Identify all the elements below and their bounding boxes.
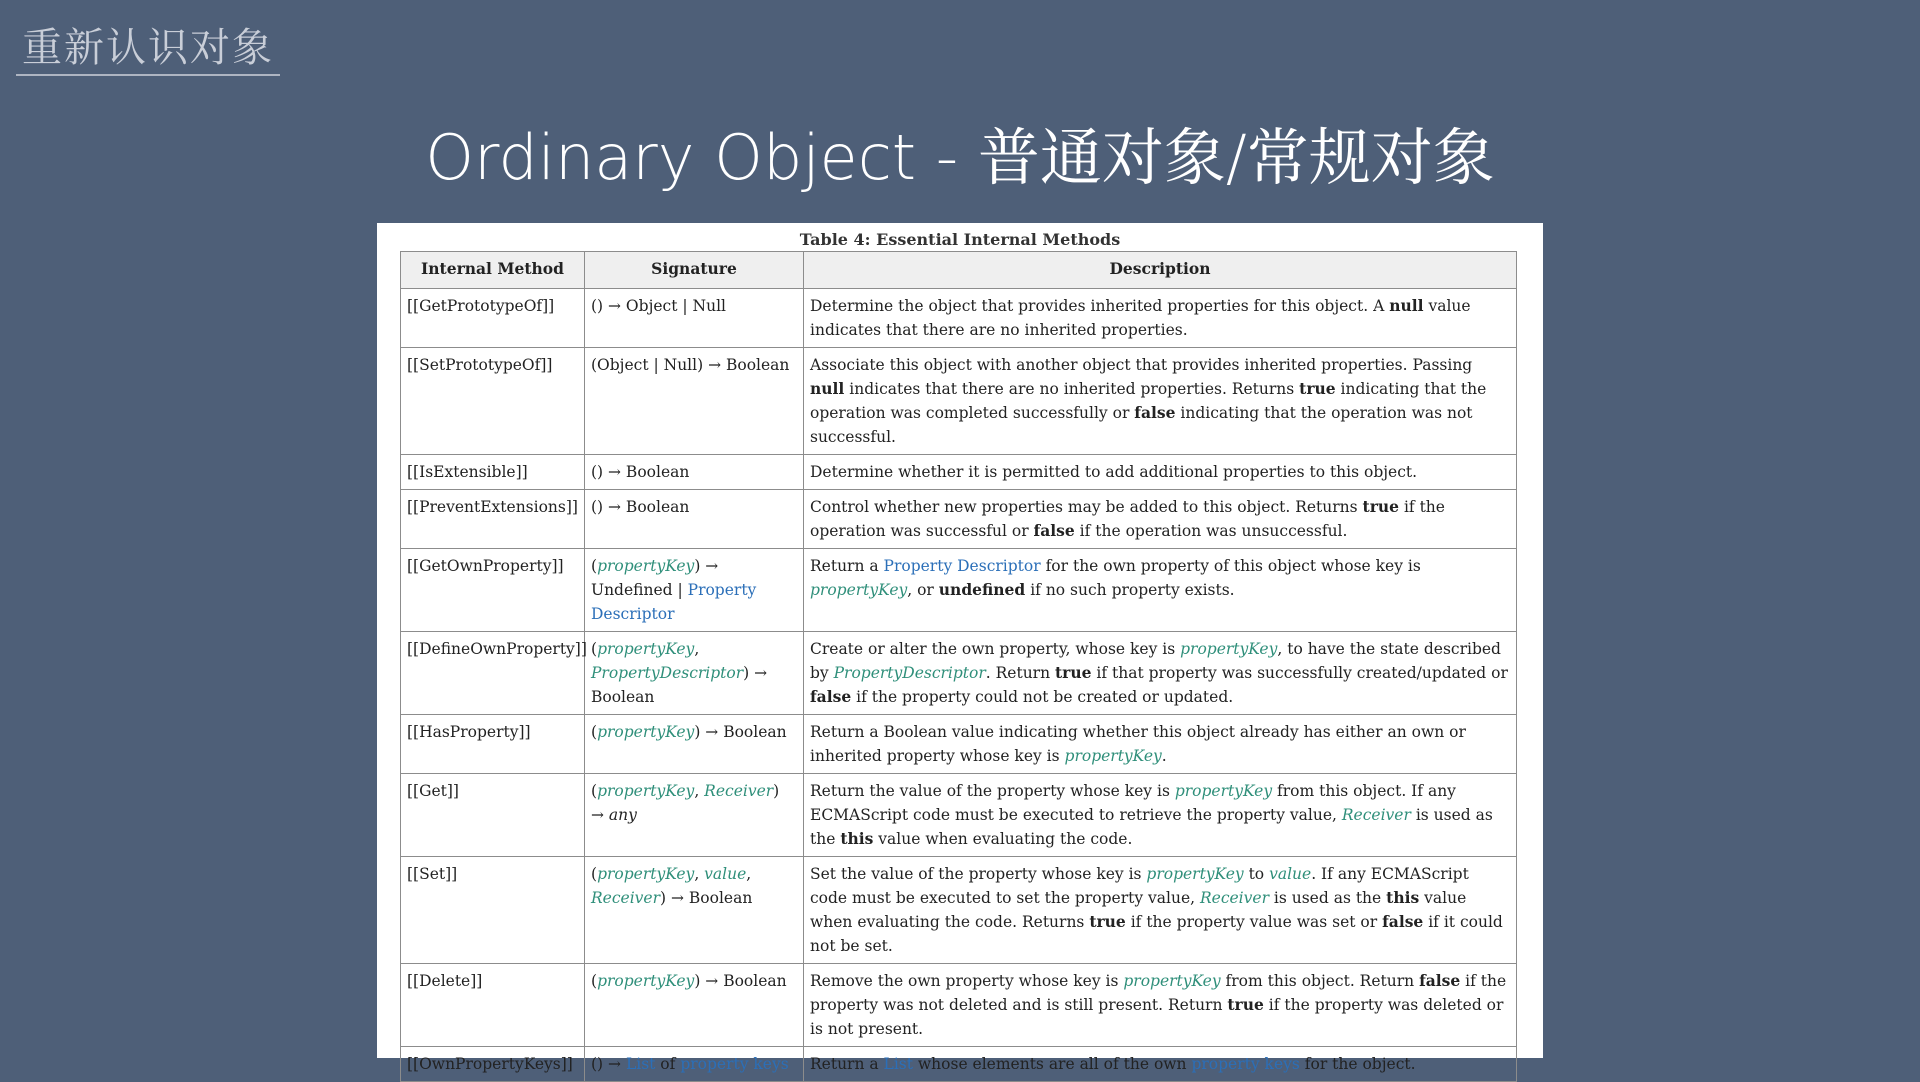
text: if the property value was set or xyxy=(1125,913,1383,931)
method-cell: [[DefineOwnProperty]] xyxy=(401,632,585,715)
text: value indicates that there are no inherited properties. xyxy=(810,297,1471,339)
spec-link[interactable]: property keys xyxy=(1191,1055,1300,1073)
text: Determine the object that provides inherited properties for this object. A xyxy=(810,297,1390,315)
text: Return a xyxy=(810,557,884,575)
text: . If any ECMAScript code must be executed to set the property value, xyxy=(810,865,1469,907)
text: , xyxy=(694,865,705,883)
text: is used as the xyxy=(810,806,1493,848)
parameter-name: propertyKey xyxy=(1174,782,1273,800)
text: if the property was deleted or is not present. xyxy=(810,996,1504,1038)
keyword: true xyxy=(1227,995,1264,1014)
column-header-description: Description xyxy=(804,252,1517,289)
parameter-name: Receiver xyxy=(704,782,774,800)
method-cell: [[GetOwnProperty]] xyxy=(401,549,585,632)
text: () → Boolean xyxy=(591,498,690,516)
text: if the operation was unsuccessful. xyxy=(1074,522,1348,540)
description-cell xyxy=(804,348,1517,455)
keyword: undefined xyxy=(938,580,1026,599)
text: whose elements are all of the own xyxy=(912,1055,1192,1073)
text: ( xyxy=(591,782,598,800)
parameter-name: propertyKey xyxy=(597,640,695,658)
description-cell xyxy=(804,289,1517,348)
parameter-name: Receiver xyxy=(1341,806,1411,824)
method-cell: [[GetPrototypeOf]] xyxy=(401,289,585,348)
parameter-name: propertyKey xyxy=(597,782,695,800)
parameter-name: propertyKey xyxy=(1146,865,1244,883)
spec-link[interactable]: Property Descriptor xyxy=(883,557,1041,575)
table-row xyxy=(401,1047,1517,1082)
keyword: false xyxy=(1419,971,1461,990)
text: to xyxy=(1243,865,1270,883)
return-type: any xyxy=(608,806,637,824)
text: , xyxy=(694,640,700,658)
text: from this object. Return xyxy=(1220,972,1420,990)
parameter-name: Receiver xyxy=(591,889,660,907)
text: from this object. If any ECMAScript code must be executed to retrieve the property value, xyxy=(810,782,1456,824)
text: Create or alter the own property, whose key is xyxy=(810,640,1181,658)
text: ( xyxy=(591,972,598,990)
keyword: null xyxy=(810,379,845,398)
text: , or xyxy=(907,581,939,599)
table-row xyxy=(401,715,1517,774)
text: ) → Undefined | xyxy=(591,557,719,599)
text: if the property could not be created or updated. xyxy=(851,688,1234,706)
text: ( xyxy=(591,865,598,883)
description-cell xyxy=(804,549,1517,632)
text: indicating that the operation was not successful. xyxy=(810,404,1473,446)
parameter-name: propertyKey xyxy=(597,557,695,575)
table-row xyxy=(401,348,1517,455)
parameter-name: value xyxy=(1269,865,1312,883)
parameter-name: propertyKey xyxy=(1123,972,1221,990)
column-header-method: Internal Method xyxy=(401,252,585,289)
keyword: false xyxy=(1134,403,1176,422)
text: () → xyxy=(591,1055,626,1073)
section-label: 重新认识对象 xyxy=(22,25,274,71)
parameter-name: PropertyDescriptor xyxy=(591,664,744,682)
table-row xyxy=(401,549,1517,632)
text: is used as the xyxy=(1268,889,1387,907)
column-header-signature: Signature xyxy=(585,252,804,289)
text: for the own property of this object whose key is xyxy=(1040,557,1421,575)
text: () → Boolean xyxy=(591,463,690,481)
text: if no such property exists. xyxy=(1025,581,1235,599)
signature-cell xyxy=(585,857,804,964)
text: if that property was successfully created/updated or xyxy=(1091,664,1508,682)
text: . Return xyxy=(985,664,1055,682)
keyword: this xyxy=(1386,888,1420,907)
signature-cell xyxy=(585,289,804,348)
text: if the operation was successful or xyxy=(810,498,1445,540)
table-figure xyxy=(377,223,1543,1073)
signature-cell xyxy=(585,348,804,455)
text: indicates that there are no inherited properties. Returns xyxy=(844,380,1300,398)
method-cell: [[Get]] xyxy=(401,774,585,857)
text: ( xyxy=(591,640,598,658)
text: for the object. xyxy=(1299,1055,1416,1073)
text: Return the value of the property whose key is xyxy=(810,782,1175,800)
table-row xyxy=(401,455,1517,490)
description-cell xyxy=(804,715,1517,774)
text: ) → Boolean xyxy=(591,664,768,706)
parameter-name: propertyKey xyxy=(1064,747,1162,765)
text: value when evaluating the code. xyxy=(873,830,1133,848)
method-cell: [[Delete]] xyxy=(401,964,585,1047)
signature-cell xyxy=(585,715,804,774)
parameter-name: Receiver xyxy=(1199,889,1269,907)
keyword: this xyxy=(840,829,874,848)
text: ( xyxy=(591,723,598,741)
text: (Object | Null) → Boolean xyxy=(591,356,790,374)
signature-cell xyxy=(585,455,804,490)
text: Return a Boolean value indicating whether this object already has either an own or inherited property whose key is xyxy=(810,723,1466,765)
text: if the property was not deleted and is still present. Return xyxy=(810,972,1507,1014)
description-cell xyxy=(804,1047,1517,1082)
parameter-name: propertyKey xyxy=(597,865,695,883)
spec-link[interactable]: List xyxy=(883,1055,913,1073)
text: Associate this object with another object that provides inherited properties. Passing xyxy=(810,356,1473,374)
parameter-name: propertyKey xyxy=(810,581,908,599)
text: . xyxy=(1161,747,1167,765)
text: of xyxy=(655,1055,681,1073)
parameter-name: propertyKey xyxy=(1180,640,1278,658)
description-cell xyxy=(804,632,1517,715)
keyword: true xyxy=(1055,663,1092,682)
table-caption: Table 4: Essential Internal Methods xyxy=(799,230,1121,249)
method-cell: [[PreventExtensions]] xyxy=(401,490,585,549)
table-row xyxy=(401,857,1517,964)
table-row xyxy=(401,964,1517,1047)
parameter-name: value xyxy=(704,865,747,883)
text: ) → Boolean xyxy=(660,889,753,907)
method-cell: [[HasProperty]] xyxy=(401,715,585,774)
method-cell: [[Set]] xyxy=(401,857,585,964)
internal-methods-table xyxy=(400,251,1517,1082)
signature-cell xyxy=(585,490,804,549)
keyword: true xyxy=(1362,497,1400,516)
signature-cell xyxy=(585,964,804,1047)
text: , to have the state described by xyxy=(810,640,1501,682)
text: ) → Boolean xyxy=(694,723,787,741)
table-row xyxy=(401,490,1517,549)
text: value when evaluating the code. Returns xyxy=(810,889,1467,931)
section-divider xyxy=(16,74,280,76)
text: ( xyxy=(591,557,598,575)
parameter-name: PropertyDescriptor xyxy=(833,664,986,682)
table-row xyxy=(401,632,1517,715)
keyword: false xyxy=(810,687,852,706)
keyword: true xyxy=(1089,912,1126,931)
slide-title: Ordinary Object - 普通对象/常规对象 xyxy=(425,121,1495,194)
text: if it could not be set. xyxy=(810,913,1503,955)
method-cell: [[SetPrototypeOf]] xyxy=(401,348,585,455)
parameter-name: propertyKey xyxy=(597,972,695,990)
signature-cell xyxy=(585,549,804,632)
text: ) → xyxy=(591,782,780,824)
table-row xyxy=(401,289,1517,348)
signature-cell xyxy=(585,1047,804,1082)
text: , xyxy=(694,782,705,800)
signature-cell xyxy=(585,774,804,857)
description-cell xyxy=(804,857,1517,964)
text: Control whether new properties may be added to this object. Returns xyxy=(810,498,1363,516)
description-cell xyxy=(804,490,1517,549)
spec-link[interactable]: property keys xyxy=(680,1055,789,1073)
signature-cell xyxy=(585,632,804,715)
table-row xyxy=(401,774,1517,857)
description-cell xyxy=(804,774,1517,857)
spec-link[interactable]: List xyxy=(625,1055,656,1073)
text: Determine whether it is permitted to add additional properties to this object. xyxy=(810,463,1418,481)
text: Set the value of the property whose key is xyxy=(810,865,1147,883)
text: indicating that the operation was completed successfully or xyxy=(810,380,1487,422)
description-cell xyxy=(804,964,1517,1047)
text: Remove the own property whose key is xyxy=(810,972,1124,990)
keyword: true xyxy=(1299,379,1336,398)
text: Return a xyxy=(810,1055,884,1073)
table-header-row xyxy=(401,252,1517,289)
description-cell xyxy=(804,455,1517,490)
keyword: false xyxy=(1382,912,1424,931)
text: , xyxy=(746,865,752,883)
keyword: null xyxy=(1389,296,1424,315)
text: ) → Boolean xyxy=(694,972,787,990)
text: () → Object | Null xyxy=(591,297,726,315)
spec-link[interactable]: Property Descriptor xyxy=(591,581,757,623)
method-cell: [[IsExtensible]] xyxy=(401,455,585,490)
keyword: false xyxy=(1033,521,1075,540)
parameter-name: propertyKey xyxy=(597,723,695,741)
method-cell: [[OwnPropertyKeys]] xyxy=(401,1047,585,1082)
